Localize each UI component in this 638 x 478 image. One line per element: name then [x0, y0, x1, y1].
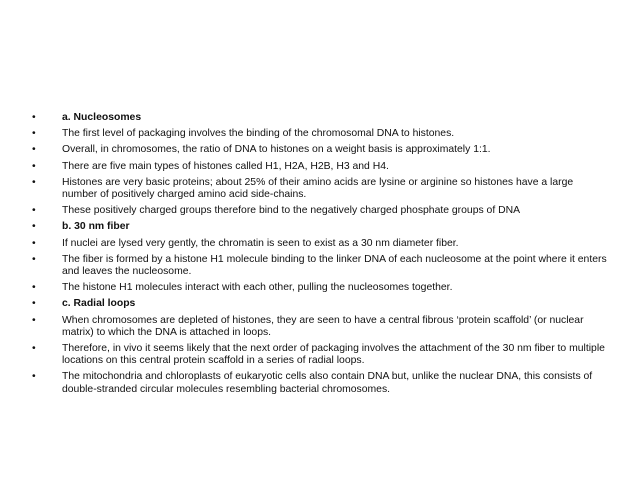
bullet-icon: • [32, 176, 36, 188]
bullet-text: These positively charged groups therefore bind to the negatively charged phosphate groups of DNA [62, 205, 521, 217]
bullet-icon: • [32, 314, 36, 326]
bullet-icon: • [32, 237, 36, 249]
bullet-icon: • [32, 112, 36, 123]
bullet-icon: • [32, 371, 36, 383]
bullet-item [30, 343, 610, 367]
bullet-icon: • [32, 343, 36, 355]
bullet-text: There are five main types of histones called H1, H2A, H2B, H3 and H4. [62, 160, 389, 172]
bullet-item [30, 112, 610, 124]
bullet-icon: • [32, 282, 36, 294]
bullet-text: The histone H1 molecules interact with each other, pulling the nucleosomes together. [62, 282, 453, 294]
bullet-icon: • [32, 221, 36, 233]
bullet-icon: • [32, 298, 36, 310]
bullet-text: Histones are very basic proteins; about 25% of their amino acids are lysine or arginine so histones have a large number of positively charged amino acid side-chains. [62, 176, 574, 201]
bullet-text: a. Nucleosomes [62, 112, 142, 123]
bullet-item [30, 254, 610, 278]
bullet-list [30, 112, 610, 400]
bullet-text: Overall, in chromosomes, the ratio of DNA to histones on a weight basis is approximately 1:1. [62, 144, 491, 156]
bullet-item [30, 128, 610, 140]
bullet-icon: • [32, 144, 36, 156]
bullet-text: b. 30 nm fiber [62, 221, 130, 233]
bullet-item [30, 205, 610, 217]
bullet-text: The fiber is formed by a histone H1 molecule binding to the linker DNA of each nucleosome at the point where it enters and leaves the nucleosome. [62, 253, 607, 278]
bullet-text: When chromosomes are depleted of histones, they are seen to have a central fibrous ‘protein scaffold’ (or nuclear matrix) to which the DNA is attached in loops. [62, 314, 584, 338]
bullet-item [30, 238, 610, 250]
bullet-text: c. Radial loops [62, 298, 136, 310]
bullet-item [30, 282, 610, 294]
bullet-item [30, 315, 610, 339]
bullet-icon: • [32, 253, 36, 265]
bullet-item [30, 144, 610, 156]
bullet-text: The mitochondria and chloroplasts of eukaryotic cells also contain DNA but, unlike the nuclear DNA, this consists of double-stranded circular molecules resembling bacterial chromosomes. [62, 371, 593, 395]
bullet-text: If nuclei are lysed very gently, the chromatin is seen to exist as a 30 nm diameter fiber. [62, 237, 459, 249]
bullet-icon: • [32, 160, 36, 172]
bullet-item [30, 298, 610, 310]
bullet-text: Therefore, in vivo it seems likely that the next order of packaging involves the attachment of the 30 nm fiber to multiple locations on this central protein scaffold in a series of radial loops. [62, 343, 605, 367]
bullet-icon: • [32, 128, 36, 140]
bullet-icon: • [32, 205, 36, 217]
bullet-text: The first level of packaging involves the binding of the chromosomal DNA to histones. [62, 128, 455, 140]
bullet-item [30, 177, 610, 201]
bullet-item [30, 371, 610, 395]
bullet-item [30, 221, 610, 233]
bullet-item [30, 161, 610, 173]
